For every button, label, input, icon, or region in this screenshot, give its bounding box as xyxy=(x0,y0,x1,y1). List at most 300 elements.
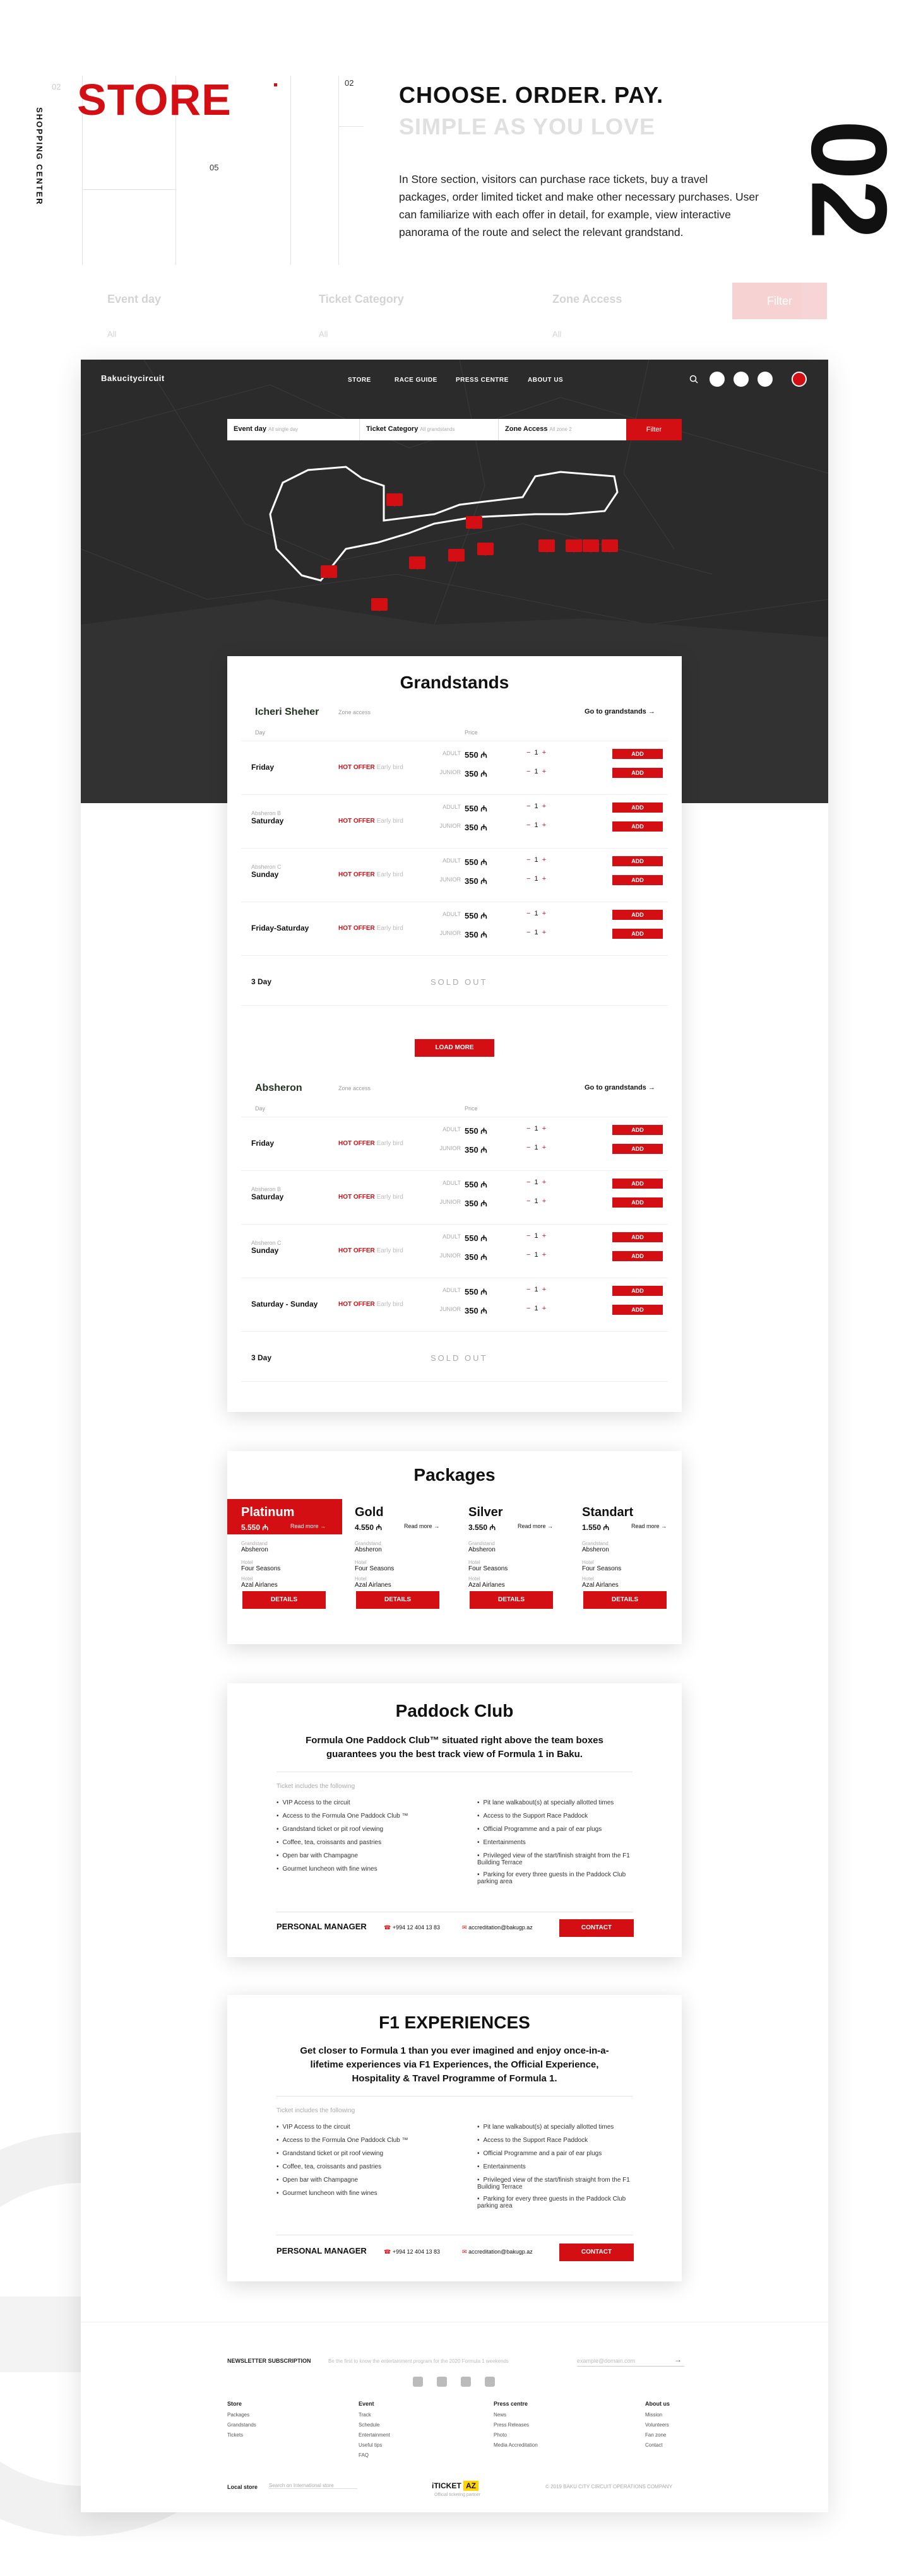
tier-junior: JUNIOR xyxy=(439,1145,461,1151)
tier-adult: ADULT xyxy=(443,1180,461,1186)
ghost-filter xyxy=(95,283,827,339)
f1exp-phone[interactable] xyxy=(384,2249,440,2255)
footer-col-head[interactable]: Press centre xyxy=(494,2401,528,2407)
footer-link[interactable]: Photo xyxy=(494,2432,507,2438)
price-junior: 350 ₼ xyxy=(465,930,487,939)
top-nav xyxy=(81,360,828,400)
read-more-link[interactable] xyxy=(290,1523,326,1529)
row-subtitle: Absheron C xyxy=(251,1240,282,1246)
big-number-text: 02 xyxy=(788,120,909,240)
package-hotel xyxy=(468,1560,508,1572)
add-button[interactable]: ADD xyxy=(612,1305,663,1315)
package-name: Standart xyxy=(582,1505,634,1519)
paddock-phone[interactable] xyxy=(384,1924,440,1931)
package-card[interactable] xyxy=(227,1499,342,1611)
footer-link[interactable]: Fan zone xyxy=(645,2432,667,2438)
add-button[interactable]: ADD xyxy=(612,875,663,885)
include-item: • Privileged view of the start/finish straight from the F1 Building Terrace xyxy=(477,1852,635,1866)
add-button[interactable]: ADD xyxy=(612,856,663,866)
hotel2-label: Hotel xyxy=(241,1576,253,1582)
price-junior: 350 ₼ xyxy=(465,1252,487,1262)
user-icon[interactable] xyxy=(710,372,725,387)
price-adult: 550 ₼ xyxy=(465,911,487,920)
newsletter-text: Be the first to know the entertainment program for the 2020 Formula 1 weekends xyxy=(328,2358,509,2364)
early-bird-text: Early bird xyxy=(376,818,403,825)
twitter-icon[interactable] xyxy=(437,2377,447,2387)
include-item: • VIP Access to the circuit xyxy=(276,2124,434,2131)
include-item: • Gourmet luncheon with fine wines xyxy=(276,1866,434,1873)
package-flight xyxy=(355,1576,391,1589)
ghost-all-2: All xyxy=(319,329,328,339)
early-bird-text: Early bird xyxy=(376,764,403,771)
col-day: Day xyxy=(255,1105,266,1112)
page-title: STORE xyxy=(77,75,232,124)
ghost-all-3: All xyxy=(552,329,562,339)
newsletter-input[interactable]: example@domain.com xyxy=(577,2358,684,2367)
grandstands-title: Grandstands xyxy=(400,673,509,692)
footer-link[interactable]: Media Accreditation xyxy=(494,2442,538,2448)
paddock-title: Paddock Club xyxy=(395,1701,514,1720)
footer-col-head[interactable]: Event xyxy=(359,2401,374,2407)
num-02-left: 02 xyxy=(52,82,61,91)
f1exp-manager: PERSONAL MANAGER xyxy=(276,2246,367,2255)
read-more-text: Read more xyxy=(518,1523,546,1529)
grandstand-label: Grandstand xyxy=(468,1541,495,1546)
hotel-label: Hotel xyxy=(355,1560,367,1565)
cart-icon[interactable] xyxy=(734,372,749,387)
price-adult: 550 ₼ xyxy=(465,857,487,867)
hotel2-value: Azal Airlanes xyxy=(582,1582,619,1589)
filter-event-day-label: Event day xyxy=(234,425,266,433)
price-junior: 350 ₼ xyxy=(465,769,487,779)
sold-out-row xyxy=(241,955,668,1006)
hotel-label: Hotel xyxy=(241,1560,253,1565)
ghost-zone-access: Zone Access xyxy=(552,293,622,305)
quantity-stepper[interactable]: − 1 + xyxy=(526,1251,547,1259)
include-item: • Official Programme and a pair of ear plugs xyxy=(477,1826,635,1833)
section-title: Icheri Sheher xyxy=(255,707,319,717)
go-to-grandstands-link[interactable] xyxy=(585,1084,655,1091)
hotel-value: Four Seasons xyxy=(582,1565,622,1572)
arrow-right-icon: → xyxy=(434,1523,440,1529)
grandstand-row xyxy=(241,1224,668,1278)
package-grandstand xyxy=(241,1541,268,1553)
paddock-email-text: accreditation@bakugp.az xyxy=(468,1924,533,1931)
package-price: 4.550 ₼ xyxy=(355,1523,383,1532)
hot-offer-text: HOT OFFER xyxy=(338,871,375,878)
filter-ticket-category-value: All grandstands xyxy=(420,426,455,432)
package-card[interactable] xyxy=(454,1499,569,1611)
instagram-icon[interactable] xyxy=(485,2377,495,2387)
filter-button[interactable]: Filter xyxy=(626,419,682,440)
package-hotel xyxy=(355,1560,394,1572)
package-hotel xyxy=(241,1560,280,1572)
tier-junior: JUNIOR xyxy=(439,1199,461,1205)
hot-offer xyxy=(338,1301,403,1308)
hot-offer xyxy=(338,764,403,771)
col-price: Price xyxy=(465,729,478,736)
filter-event-day[interactable] xyxy=(227,419,360,440)
price-adult: 550 ₼ xyxy=(465,1233,487,1243)
footer-link[interactable]: Contact xyxy=(645,2442,663,2448)
f1exp-includes: Ticket includes the following xyxy=(276,2107,355,2114)
price-adult: 550 ₼ xyxy=(465,804,487,813)
subheadline: SIMPLE AS YOU LOVE xyxy=(399,114,656,139)
packages-panel xyxy=(227,1451,682,1644)
newsletter-title: NEWSLETTER SUBSCRIPTION xyxy=(227,2358,311,2364)
phone-icon: ☎ xyxy=(384,1924,391,1931)
hot-offer-text: HOT OFFER xyxy=(338,1194,375,1201)
hotel2-label: Hotel xyxy=(582,1576,594,1582)
ghost-event-day: Event day xyxy=(107,293,162,305)
grandstand-marker[interactable] xyxy=(466,516,482,529)
hot-offer-text: HOT OFFER xyxy=(338,1140,375,1147)
f1exp-title: F1 EXPERIENCES xyxy=(379,2013,530,2032)
price-adult: 550 ₼ xyxy=(465,1287,487,1297)
hot-offer-text: HOT OFFER xyxy=(338,1247,375,1254)
price-junior: 350 ₼ xyxy=(465,823,487,832)
grandstand-label: Grandstand xyxy=(241,1541,268,1546)
hot-offer xyxy=(338,1194,403,1201)
include-item: • Entertainments xyxy=(477,2163,635,2170)
package-card[interactable] xyxy=(341,1499,456,1611)
include-item: • Access to the Support Race Paddock xyxy=(477,2137,635,2144)
arrow-right-icon: → xyxy=(661,1523,667,1529)
price-junior: 350 ₼ xyxy=(465,1199,487,1208)
hot-offer xyxy=(338,1247,403,1254)
price-adult: 550 ₼ xyxy=(465,1126,487,1136)
footer-col-head[interactable]: Store xyxy=(227,2401,242,2407)
grandstand-value: Absheron xyxy=(241,1546,268,1553)
footer-link[interactable]: Useful tips xyxy=(359,2442,383,2448)
quantity-stepper[interactable]: − 1 + xyxy=(526,910,547,917)
packages-title: Packages xyxy=(413,1465,496,1485)
grandstand-marker[interactable] xyxy=(386,493,403,506)
hotel2-label: Hotel xyxy=(468,1576,480,1582)
add-button[interactable]: ADD xyxy=(612,1286,663,1296)
add-button[interactable]: ADD xyxy=(612,1125,663,1135)
include-item: • VIP Access to the circuit xyxy=(276,1799,434,1806)
footer-col-head[interactable]: About us xyxy=(645,2401,670,2407)
details-button[interactable]: DETAILS xyxy=(356,1591,439,1609)
include-item: • Parking for every three guests in the Paddock Club parking area xyxy=(477,2196,635,2209)
tier-adult: ADULT xyxy=(443,911,461,917)
tier-junior: JUNIOR xyxy=(439,769,461,775)
grandstand-marker[interactable] xyxy=(448,549,465,562)
tier-adult: ADULT xyxy=(443,857,461,864)
hot-offer xyxy=(338,818,403,825)
add-button[interactable]: ADD xyxy=(612,910,663,920)
search-icon[interactable] xyxy=(689,375,698,384)
grandstand-value: Absheron xyxy=(468,1546,496,1553)
quantity-stepper[interactable]: − 1 + xyxy=(526,768,547,775)
ghost-filter-button: Filter xyxy=(732,283,827,319)
include-item: • Privileged view of the start/finish straight from the F1 Building Terrace xyxy=(477,2177,635,2191)
paddock-includes: Ticket includes the following xyxy=(276,1783,355,1790)
section-title: Absheron xyxy=(255,1083,302,1093)
grandstand-row xyxy=(241,794,668,848)
early-bird-text: Early bird xyxy=(376,1140,403,1147)
footer-link[interactable]: News xyxy=(494,2412,507,2418)
facebook-icon[interactable] xyxy=(413,2377,423,2387)
big-number xyxy=(788,69,909,252)
arrow-right-icon[interactable]: → xyxy=(674,2355,682,2364)
arrow-right-icon: → xyxy=(547,1523,554,1529)
go-to-text: Go to grandstands xyxy=(585,708,646,715)
read-more-text: Read more xyxy=(290,1523,319,1529)
footer-link[interactable]: Press Releases xyxy=(494,2422,530,2428)
ghost-all-1: All xyxy=(107,329,117,339)
logo[interactable]: Bakucitycircuit xyxy=(101,373,165,383)
grandstand-marker[interactable] xyxy=(371,598,388,611)
footer-link[interactable]: Entertainment xyxy=(359,2432,390,2438)
include-item: • Grandstand ticket or pit roof viewing xyxy=(276,2150,434,2157)
hot-offer-text: HOT OFFER xyxy=(338,925,375,932)
nav-race-guide[interactable]: RACE GUIDE xyxy=(395,377,437,384)
include-item: • Access to the Formula One Paddock Club ™ xyxy=(276,2137,434,2144)
side-label: SHOPPING CENTER xyxy=(35,107,44,206)
hot-offer-text: HOT OFFER xyxy=(338,818,375,825)
paddock-email[interactable] xyxy=(462,1924,533,1931)
filter-bar xyxy=(227,419,682,440)
quantity-stepper[interactable]: − 1 + xyxy=(526,821,547,829)
quantity-stepper[interactable]: − 1 + xyxy=(526,856,547,864)
row-subtitle: Absheron B xyxy=(251,810,282,816)
row-day: 3 Day xyxy=(251,1353,272,1362)
details-button[interactable]: DETAILS xyxy=(242,1591,326,1609)
sold-out-label: SOLD OUT xyxy=(431,977,488,987)
footer-link[interactable]: Schedule xyxy=(359,2422,380,2428)
quantity-stepper[interactable]: − 1 + xyxy=(526,1197,547,1205)
add-button[interactable]: ADD xyxy=(612,749,663,759)
grandstand-marker[interactable] xyxy=(321,565,337,578)
include-item: • Open bar with Champagne xyxy=(276,2177,434,2184)
hotel2-value: Azal Airlanes xyxy=(355,1582,391,1589)
zone-access-label: Zone access xyxy=(338,1085,371,1091)
include-item: • Entertainments xyxy=(477,1839,635,1846)
mail-icon: ✉ xyxy=(462,2249,467,2255)
quantity-stepper[interactable]: − 1 + xyxy=(526,749,547,756)
nav-store[interactable]: STORE xyxy=(348,377,371,384)
grandstand-value: Absheron xyxy=(355,1546,382,1553)
grandstand-row xyxy=(241,1170,668,1224)
f1exp-contact-button[interactable]: CONTACT xyxy=(559,2244,634,2261)
early-bird-text: Early bird xyxy=(376,1247,403,1254)
tier-junior: JUNIOR xyxy=(439,1252,461,1259)
footer-link[interactable]: Volunteers xyxy=(645,2422,669,2428)
grandstand-label: Grandstand xyxy=(355,1541,381,1546)
quantity-stepper[interactable]: − 1 + xyxy=(526,875,547,883)
package-name: Silver xyxy=(468,1505,503,1519)
add-button[interactable]: ADD xyxy=(612,1144,663,1154)
include-item: • Pit lane walkabout(s) at specially allotted times xyxy=(477,2124,635,2131)
row-day: Sunday xyxy=(251,1246,279,1255)
price-junior: 350 ₼ xyxy=(465,1306,487,1315)
filter-zone-access[interactable] xyxy=(499,419,625,440)
package-grandstand xyxy=(582,1541,609,1553)
hot-offer-text: HOT OFFER xyxy=(338,1301,375,1308)
international-store-search[interactable]: Search on International store xyxy=(269,2483,357,2489)
add-button[interactable]: ADD xyxy=(612,803,663,813)
paddock-contact-button[interactable]: CONTACT xyxy=(559,1919,634,1937)
quantity-stepper[interactable]: − 1 + xyxy=(526,1179,547,1186)
hotel-value: Four Seasons xyxy=(241,1565,281,1572)
sold-out-label: SOLD OUT xyxy=(431,1353,488,1363)
intro-text: In Store section, visitors can purchase race tickets, buy a travel packages, order limited ticket and make other necessary purchases. User can familiarize with each offer in detail, for example, view interactive panorama of the route and select the relevant grandstand. xyxy=(399,173,759,238)
add-button[interactable]: ADD xyxy=(612,821,663,832)
include-item: • Coffee, tea, croissants and pastries xyxy=(276,1839,434,1846)
grandstand-row xyxy=(241,741,668,794)
grandstand-marker[interactable] xyxy=(602,539,618,552)
footer-link[interactable]: Packages xyxy=(227,2412,250,2418)
col-day: Day xyxy=(255,729,266,736)
quantity-stepper[interactable]: − 1 + xyxy=(526,1144,547,1151)
row-day: Friday xyxy=(251,1139,275,1148)
iticket-logo-a: iTICKET xyxy=(432,2481,461,2490)
hotel2-label: Hotel xyxy=(355,1576,367,1582)
paddock-manager: PERSONAL MANAGER xyxy=(276,1922,367,1931)
phone-icon: ☎ xyxy=(384,2249,391,2255)
filter-zone-access-value: All zone 2 xyxy=(549,426,572,432)
package-grandstand xyxy=(468,1541,496,1553)
hotel2-value: Azal Airlanes xyxy=(241,1582,278,1589)
add-button[interactable]: ADD xyxy=(612,768,663,778)
early-bird-text: Early bird xyxy=(376,871,403,878)
quantity-stepper[interactable]: − 1 + xyxy=(526,803,547,810)
include-item: • Official Programme and a pair of ear plugs xyxy=(477,2150,635,2157)
quantity-stepper[interactable]: − 1 + xyxy=(526,1305,547,1312)
price-junior: 350 ₼ xyxy=(465,876,487,886)
f1exp-email[interactable] xyxy=(462,2249,533,2255)
filter-ticket-category-label: Ticket Category xyxy=(366,425,419,433)
hot-offer xyxy=(338,871,403,878)
hot-offer-text: HOT OFFER xyxy=(338,764,375,771)
num-05: 05 xyxy=(210,163,219,172)
iticket-sub: Official ticketing partner xyxy=(434,2493,481,2497)
package-name: Platinum xyxy=(241,1505,295,1519)
hotel-value: Four Seasons xyxy=(468,1565,508,1572)
filter-event-day-value: All single day xyxy=(268,426,299,432)
add-button[interactable]: ADD xyxy=(612,1232,663,1242)
grandstand-marker[interactable] xyxy=(538,539,555,552)
read-more-text: Read more xyxy=(631,1523,660,1529)
package-name: Gold xyxy=(355,1505,384,1519)
read-more-text: Read more xyxy=(404,1523,432,1529)
grandstand-row xyxy=(241,848,668,902)
footer xyxy=(81,2322,828,2512)
add-button[interactable]: ADD xyxy=(612,1197,663,1208)
grandstand-marker[interactable] xyxy=(477,543,494,555)
include-item: • Pit lane walkabout(s) at specially allotted times xyxy=(477,1799,635,1806)
local-store[interactable]: Local store xyxy=(227,2484,258,2490)
early-bird-text: Early bird xyxy=(376,1194,403,1201)
include-item: • Access to the Formula One Paddock Club ™ xyxy=(276,1813,434,1820)
hotel-label: Hotel xyxy=(582,1560,594,1565)
package-flight xyxy=(241,1576,278,1589)
grandstands-panel xyxy=(227,656,682,1412)
paddock-lead: Formula One Paddock Club™ situated right above the team boxes guarantees you the best track view of Formula 1 in Baku. xyxy=(306,1735,603,1760)
grandstand-value: Absheron xyxy=(582,1546,609,1553)
headline: CHOOSE. ORDER. PAY. xyxy=(399,82,664,108)
grandstand-marker[interactable] xyxy=(583,539,599,552)
grandstand-row xyxy=(241,1278,668,1331)
grandstand-marker[interactable] xyxy=(409,556,425,569)
package-price: 3.550 ₼ xyxy=(468,1523,496,1532)
row-day: Sunday xyxy=(251,870,279,879)
filter-zone-access-label: Zone Access xyxy=(505,425,548,433)
arrow-right-icon: → xyxy=(648,708,655,715)
package-card[interactable] xyxy=(568,1499,683,1611)
tier-junior: JUNIOR xyxy=(439,1306,461,1312)
iticket-logo-b: AZ xyxy=(463,2481,478,2491)
hot-offer xyxy=(338,1140,403,1147)
footer-link[interactable]: Tickets xyxy=(227,2432,244,2438)
row-day: Friday xyxy=(251,763,275,772)
row-subtitle: Absheron B xyxy=(251,1186,282,1192)
details-button[interactable]: DETAILS xyxy=(470,1591,553,1609)
paddock-phone-text: +994 12 404 13 83 xyxy=(392,1924,441,1931)
ghost-ticket-category: Ticket Category xyxy=(319,293,404,305)
add-button[interactable]: ADD xyxy=(612,1251,663,1261)
include-item: • Grandstand ticket or pit roof viewing xyxy=(276,1826,434,1833)
language-icon[interactable] xyxy=(758,372,773,387)
add-button[interactable]: ADD xyxy=(612,1179,663,1189)
read-more-link[interactable] xyxy=(518,1523,553,1529)
f1exp-lead: Get closer to Formula 1 than you ever imagined and enjoy once-in-a-lifetime experiences via F1 Experiences, the Official Experience, Hospitality & Travel Programme of Formula 1. xyxy=(300,2045,609,2084)
footer-link[interactable]: FAQ xyxy=(359,2452,369,2458)
tier-adult: ADULT xyxy=(443,1287,461,1293)
youtube-icon[interactable] xyxy=(461,2377,471,2387)
nav-about-us[interactable]: ABOUT US xyxy=(528,377,564,384)
price-junior: 350 ₼ xyxy=(465,1145,487,1155)
go-to-text: Go to grandstands xyxy=(585,1084,646,1091)
go-to-grandstands-link[interactable] xyxy=(585,708,655,715)
grandstand-marker[interactable] xyxy=(566,539,582,552)
add-button[interactable]: ADD xyxy=(612,929,663,939)
details-button[interactable]: DETAILS xyxy=(583,1591,667,1609)
quantity-stepper[interactable]: − 1 + xyxy=(526,1125,547,1132)
read-more-link[interactable] xyxy=(631,1523,667,1529)
nav-press-centre[interactable]: PRESS CENTRE xyxy=(456,377,509,384)
quantity-stepper[interactable]: − 1 + xyxy=(526,929,547,936)
row-subtitle: Absheron C xyxy=(251,864,282,870)
mail-icon: ✉ xyxy=(462,1924,467,1931)
include-item: • Open bar with Champagne xyxy=(276,1852,434,1859)
paddock-panel xyxy=(227,1683,682,1957)
copyright: © 2019 BAKU CITY CIRCUIT OPERATIONS COMPANY xyxy=(545,2484,672,2490)
row-day: Saturday - Sunday xyxy=(251,1300,318,1309)
package-hotel xyxy=(582,1560,621,1572)
footer-link[interactable]: Grandstands xyxy=(227,2422,256,2428)
f1exp-panel xyxy=(227,1995,682,2281)
footer-link[interactable]: Mission xyxy=(645,2412,663,2418)
f1exp-phone-text: +994 12 404 13 83 xyxy=(392,2249,441,2255)
include-item: • Access to the Support Race Paddock xyxy=(477,1813,635,1820)
arrow-right-icon: → xyxy=(648,1084,655,1091)
read-more-link[interactable] xyxy=(404,1523,439,1529)
filter-ticket-category[interactable] xyxy=(360,419,499,440)
menu-icon[interactable] xyxy=(792,372,807,387)
row-day: Friday-Saturday xyxy=(251,924,309,932)
hotel-label: Hotel xyxy=(468,1560,480,1565)
iticket-logo[interactable] xyxy=(432,2481,478,2490)
early-bird-text: Early bird xyxy=(376,1301,403,1308)
load-more-button[interactable]: LOAD MORE xyxy=(415,1039,494,1057)
footer-link[interactable]: Track xyxy=(359,2412,371,2418)
quantity-stepper[interactable]: − 1 + xyxy=(526,1232,547,1240)
quantity-stepper[interactable]: − 1 + xyxy=(526,1286,547,1293)
f1exp-email-text: accreditation@bakugp.az xyxy=(468,2249,533,2255)
